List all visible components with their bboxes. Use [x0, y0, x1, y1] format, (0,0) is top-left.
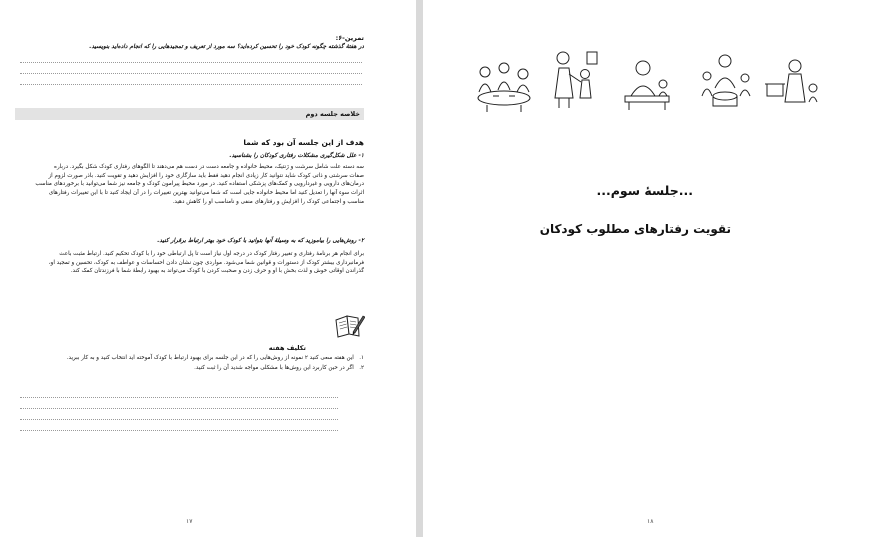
- session-subtitle: تقویت رفتارهای مطلوب کودکان: [539, 222, 731, 236]
- family-dinner-illustration: [473, 52, 535, 114]
- summary-header-bar: [15, 108, 364, 120]
- paragraph-line: برای انجام هر برنامهٔ رفتاری و تغییر رفتار کودک در درجه اول نیاز است تا پل ارتباطی خود را با کودک تحکیم کنید. ارتباط مثبت باعث: [59, 251, 364, 257]
- left-page: [0, 0, 416, 537]
- homework-item: [67, 354, 364, 363]
- answer-line: [20, 73, 362, 74]
- homework-item-number: ۱.: [359, 355, 364, 361]
- summary-header: خلاصه جلسه دوم: [305, 110, 360, 118]
- homework-item-number: ۲.: [359, 365, 364, 371]
- paragraph-line: فرمانبرداری بیشتر کودک از دستورات و قوانین شما می‌شود. مواردی چون نشان دادن احساسات و عواطف به کودک، تحسین و تمجید او،: [48, 259, 364, 266]
- exercise-title: تمرین-۶:: [335, 34, 364, 42]
- page-number: ۱۷: [186, 518, 193, 525]
- notebook-pencil-icon: [333, 312, 365, 338]
- answer-line: [20, 397, 338, 398]
- paragraph-line: گذراندن اوقاتی خوش و لذت بخش با او و حرف زدن و صحبت کردن با کودک می‌تواند به بهبود رابطهٔ شما با فرزندتان کمک کند.: [70, 268, 364, 275]
- paragraph-line: مناسب و اجتماعی کودک را افزایش و رفتارهای منفی و نامناسب او را کاهش دهید.: [172, 198, 364, 205]
- answer-line: [20, 62, 362, 63]
- family-cooking-illustration: [695, 52, 757, 110]
- mother-kitchen-illustration: [763, 58, 823, 108]
- right-page: [423, 0, 873, 537]
- goal-heading: هدف از این جلسه آن بود که شما: [243, 138, 364, 147]
- session-title: ...جلسهٔ سوم...: [596, 183, 693, 198]
- homework-item-text: اگر در حین کاربرد این روش‌ها با مشکلی مواجه شدید آن را ثبت کنید.: [194, 365, 354, 371]
- point2-paragraph: [18, 250, 364, 276]
- point1-title: ۱- علل شکل‌گیری مشکلات رفتاری کودکان را بشناسید.: [229, 153, 364, 159]
- paragraph-line: درمان‌های دارویی و غیردارویی و کمک‌های پزشکی استفاده کنید. در مورد محیط پیرامون کودک و جامعه نیز شما می‌توانید با برخوردهای مناسب: [35, 181, 364, 188]
- paragraph-line: اثرات سوء آنها را تعدیل کنید اما محیط خانواده جایی است که شما می‌توانید بهترین تغییرات را در آن ایجاد کنید تا با این تغییرات رفتارهای: [48, 190, 364, 197]
- father-child-desk-illustration: [619, 56, 675, 112]
- answer-line: [20, 408, 338, 409]
- homework-item-text: این هفته سعی کنید ۲ نمونه از روش‌هایی را که در این جلسه برای بهبود ارتباط با کودک آموخته اید انتخاب کنید و به کار ببرید.: [66, 355, 354, 361]
- paragraph-line: سه دسته علت شامل سرشت و ژنتیک، محیط خانواده و جامعه دست در دست هم می‌دهند تا الگوهای رفتاری کودک شکل بگیرد. درباره: [54, 164, 364, 170]
- answer-line: [20, 419, 338, 420]
- page-number: ۱۸: [647, 518, 654, 525]
- answer-line: [20, 430, 338, 431]
- homework-item: [194, 364, 364, 373]
- parent-child-illustration: [547, 48, 599, 110]
- point1-paragraph: [18, 163, 364, 207]
- point2-title: ۲- روش‌هایی را بیاموزید که به وسیلهٔ آنها بتوانید با کودک خود بهتر ارتباط برقرار کنید.: [157, 238, 364, 244]
- exercise-prompt: در هفتهٔ گذشته چگونه کودک خود را تحسین کرده‌اید؟ سه مورد از تعریف و تمجیدهایی را که انجام داده‌اید بنویسید.: [89, 44, 364, 50]
- answer-line: [20, 84, 362, 85]
- paragraph-line: صفات سرشتی و ذاتی کودک شاید نتوانید کار زیادی انجام دهید فقط باید سازگاری خود را افزایش دهید و تقویت کنید. باذر صورت لزوم از: [48, 172, 364, 179]
- homework-title: تکلیف هفته: [268, 344, 306, 352]
